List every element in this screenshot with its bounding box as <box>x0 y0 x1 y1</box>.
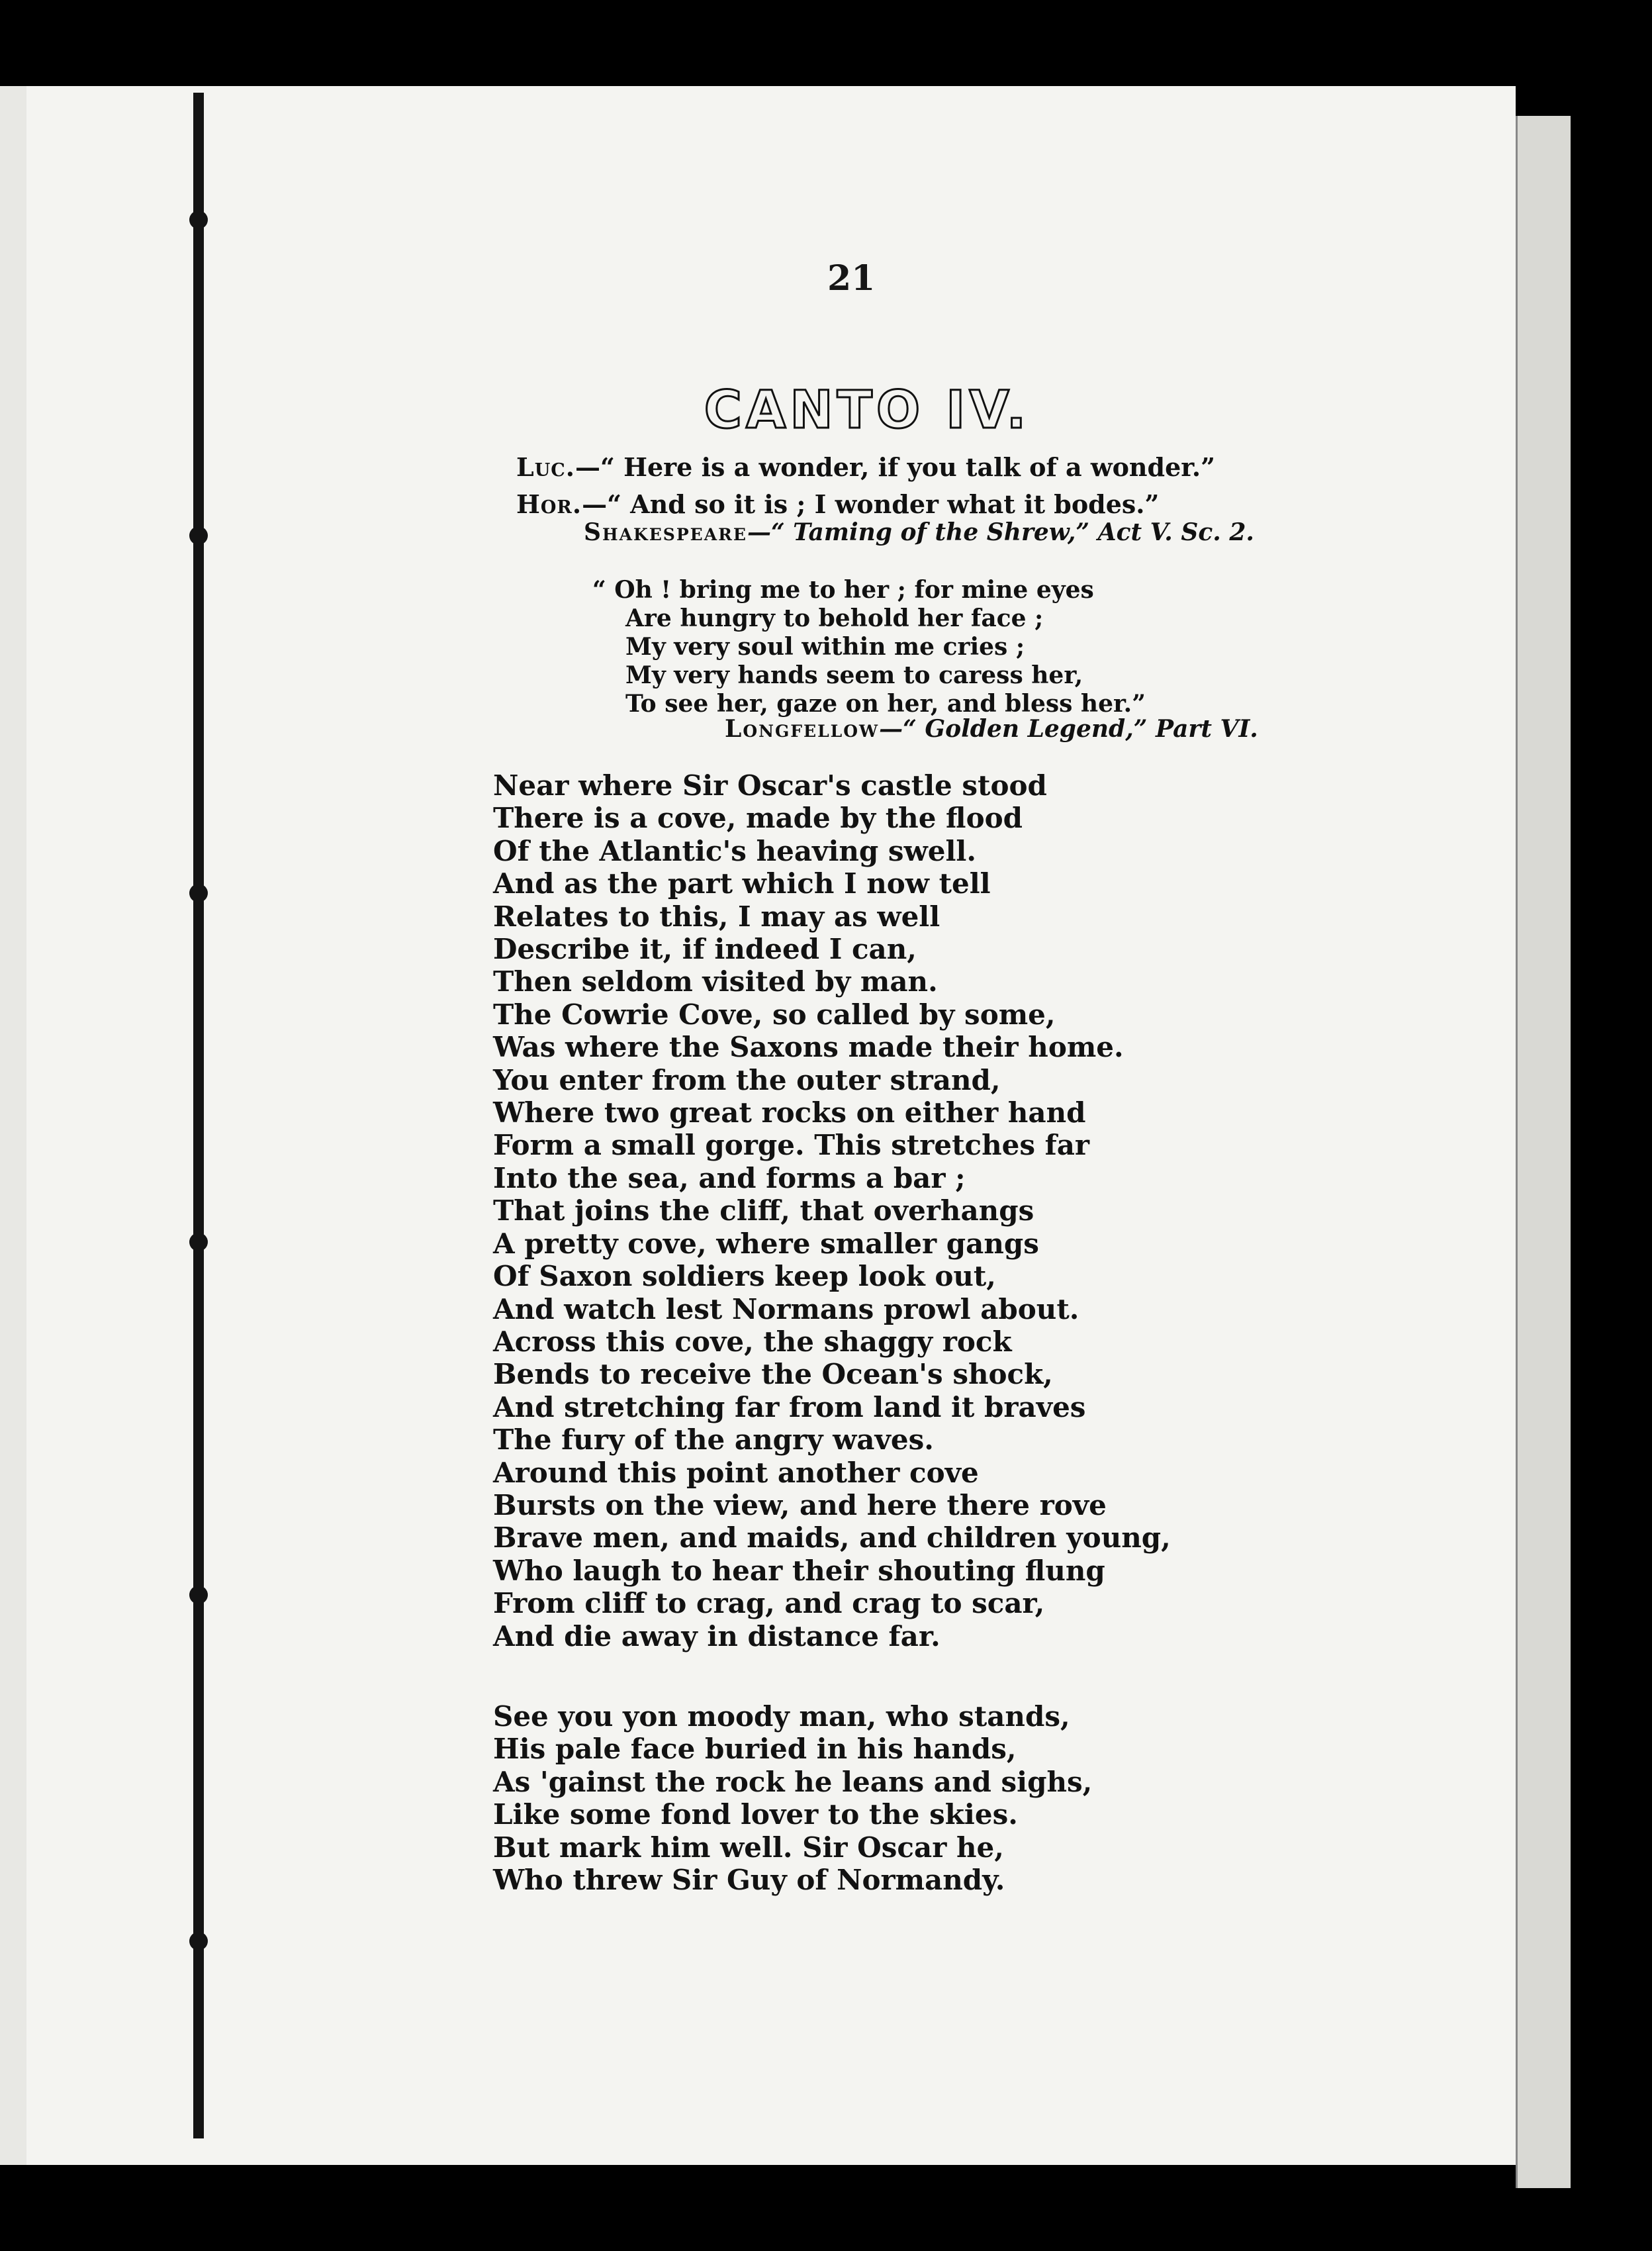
binding-knot <box>189 884 208 902</box>
binding-knot <box>189 1932 208 1950</box>
verse-line: Where two great rocks on either hand <box>493 1096 1086 1129</box>
attribution-work: —“ Taming of the Shrew,” Act V. Sc. 2. <box>747 518 1254 546</box>
verse-line: There is a cove, made by the flood <box>493 802 1023 835</box>
verse-line: See you yon moody man, who stands, <box>493 1700 1070 1733</box>
epigraph-poem <box>592 576 1146 718</box>
verse-line: Was where the Saxons made their home. <box>493 1031 1124 1064</box>
dialogue-text: —“ And so it is ; I wonder what it bodes.” <box>582 489 1160 519</box>
verse-line: Like some fond lover to the skies. <box>493 1798 1018 1831</box>
verse-line: Into the sea, and forms a bar ; <box>493 1161 966 1194</box>
verse-line: Bursts on the view, and here there rove <box>493 1488 1107 1521</box>
verse-line: From cliff to crag, and crag to scar, <box>493 1587 1045 1620</box>
speaker-name: Hor. <box>516 489 582 519</box>
verse-line: Across this cove, the shaggy rock <box>493 1325 1012 1358</box>
poem-line: “ Oh ! bring me to her ; for mine eyes <box>592 576 1094 604</box>
book-spine-binding <box>193 93 204 2138</box>
verse-line: But mark him well. Sir Oscar he, <box>493 1831 1004 1864</box>
verse-line: Brave men, and maids, and children young, <box>493 1521 1171 1555</box>
verse-line: And stretching far from land it braves <box>493 1390 1086 1423</box>
page-number: 21 <box>827 258 876 299</box>
verse-line: Of the Atlantic's heaving swell. <box>493 834 976 867</box>
stanza-2 <box>493 1700 1092 1896</box>
verse-line: Of Saxon soldiers keep look out, <box>493 1260 996 1293</box>
attribution-author: Shakespeare <box>584 518 747 546</box>
poem-line: Are hungry to behold her face ; <box>625 604 1044 632</box>
binding-knot <box>189 1233 208 1251</box>
poem-line: My very soul within me cries ; <box>625 633 1025 661</box>
epigraph-line <box>516 489 1159 519</box>
binding-knot <box>189 1586 208 1604</box>
verse-line: A pretty cove, where smaller gangs <box>493 1227 1039 1260</box>
verse-line: Form a small gorge. This stretches far <box>493 1129 1090 1162</box>
verse-line: The Cowrie Cove, so called by some, <box>493 998 1056 1031</box>
verse-line: And watch lest Normans prowl about. <box>493 1292 1079 1325</box>
verse-line: Who laugh to hear their shouting flung <box>493 1554 1105 1587</box>
stanza-1 <box>493 769 1171 1652</box>
epigraph-attribution <box>725 715 1258 743</box>
poem-line: My very hands seem to caress her, <box>625 661 1083 689</box>
verse-line: And die away in distance far. <box>493 1619 941 1652</box>
attribution-author: Longfellow <box>725 715 880 743</box>
binding-knot <box>189 211 208 229</box>
binding-knot <box>189 526 208 545</box>
dialogue-text: —“ Here is a wonder, if you talk of a wonder.” <box>574 452 1215 482</box>
verse-line: You enter from the outer strand, <box>493 1063 1001 1096</box>
page-edge <box>1516 116 1571 2188</box>
attribution-work: —“ Golden Legend,” Part VI. <box>879 715 1258 743</box>
verse-line: Relates to this, I may as well <box>493 900 941 933</box>
epigraph-line <box>516 452 1215 482</box>
left-margin <box>0 86 26 2165</box>
epigraph-attribution <box>584 518 1254 546</box>
verse-line: The fury of the angry waves. <box>493 1423 934 1457</box>
verse-line: And as the part which I now tell <box>493 867 991 900</box>
verse-line: Describe it, if indeed I can, <box>493 933 917 966</box>
verse-line: Near where Sir Oscar's castle stood <box>493 769 1047 802</box>
verse-line: That joins the cliff, that overhangs <box>493 1194 1034 1227</box>
verse-line: Bends to receive the Ocean's shock, <box>493 1358 1053 1391</box>
verse-line: As 'gainst the rock he leans and sighs, <box>493 1765 1093 1798</box>
speaker-name: Luc. <box>516 452 575 482</box>
verse-line: Who threw Sir Guy of Normandy. <box>493 1864 1005 1897</box>
poem-line: To see her, gaze on her, and bless her.” <box>625 690 1146 718</box>
canto-title: CANTO IV. <box>704 381 1031 440</box>
verse-line: His pale face buried in his hands, <box>493 1733 1017 1766</box>
verse-line: Then seldom visited by man. <box>493 965 938 998</box>
verse-line: Around this point another cove <box>493 1456 979 1489</box>
